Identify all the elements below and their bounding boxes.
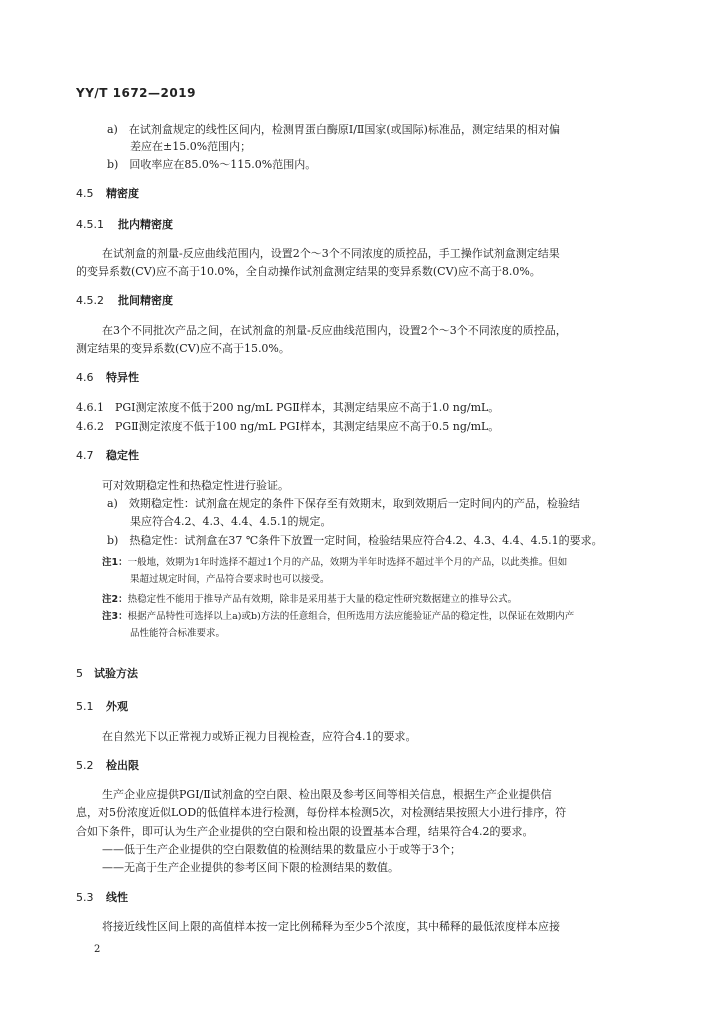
section-title: 稳定性 xyxy=(106,449,139,462)
note-3-line1: 注3：根据产品特性可选择以上a)或b)方法的任意组合，但所选用方法应能验证产品的稳定性，以保证在效期内产 xyxy=(102,611,575,622)
section-number: 5.1 xyxy=(76,700,94,713)
section-number: 4.7 xyxy=(76,449,94,462)
para-4-5-1-line1: 在试剂盒的剂量-反应曲线范围内，设置2个～3个不同浓度的质控品，手工操作试剂盒测定结果 xyxy=(102,247,560,260)
para-4-7-b: b) 热稳定性：试剂盒在37 ℃条件下放置一定时间，检验结果应符合4.2、4.3、4.4、4.5.1的要求。 xyxy=(107,534,603,547)
note-1-line1: 注1：一般地，效期为1年时选择不超过1个月的产品，效期为半年时选择不超过半个月的产品，以此类推。但如 xyxy=(102,557,568,568)
section-4-7-heading xyxy=(76,449,139,463)
para-5-2-dash1: ——低于生产企业提供的空白限数值的检测结果的数量应小于或等于3个； xyxy=(102,843,461,856)
section-5-1-heading xyxy=(76,700,128,714)
para-4-7-a-line2: 果应符合4.2、4.3、4.4、4.5.1的规定。 xyxy=(130,515,332,528)
section-title: 试验方法 xyxy=(94,667,138,680)
note-label: 注3： xyxy=(102,611,128,622)
section-number: 5.3 xyxy=(76,891,94,904)
note-3-line2: 品性能符合标准要求。 xyxy=(130,628,226,639)
section-5-heading xyxy=(76,667,138,681)
clause-4-6-2: 4.6.2 PGⅡ测定浓度不低于100 ng/mL PGⅠ样本，其测定结果应不高于0.5 ng/mL。 xyxy=(76,420,500,433)
section-4-5-2-heading xyxy=(76,294,173,308)
para-5-3-line1: 将接近线性区间上限的高值样本按一定比例稀释为至少5个浓度，其中稀释的最低浓度样本应接 xyxy=(102,920,560,933)
section-title: 批间精密度 xyxy=(118,294,173,307)
section-title: 精密度 xyxy=(106,187,139,200)
para-4-7-intro: 可对效期稳定性和热稳定性进行验证。 xyxy=(102,479,289,492)
section-number: 4.5.1 xyxy=(76,218,104,231)
section-5-3-heading xyxy=(76,891,128,905)
para-5-2-dash2: ——无高于生产企业提供的参考区间下限的检测结果的数值。 xyxy=(102,861,399,874)
document-header: YY/T 1672—2019 xyxy=(76,86,196,100)
section-number: 4.6 xyxy=(76,371,94,384)
page-number: 2 xyxy=(94,944,101,955)
para-4-5-2-line2: 测定结果的变异系数(CV)应不高于15.0%。 xyxy=(76,342,290,355)
note-2-line1: 注2：热稳定性不能用于推导产品有效期，除非是采用基于大量的稳定性研究数据建立的推导公式。 xyxy=(102,594,518,605)
section-4-5-1-heading xyxy=(76,218,173,232)
section-number: 5 xyxy=(76,667,83,680)
note-1-line2: 果超过规定时间，产品符合要求时也可以接受。 xyxy=(130,574,330,585)
para-5-2-line3: 合如下条件，即可认为生产企业提供的空白限和检出限的设置基本合理，结果符合4.2的要求。 xyxy=(76,825,534,838)
section-title: 批内精密度 xyxy=(118,218,173,231)
section-number: 5.2 xyxy=(76,759,94,772)
para-4-7-a-line1: a) 效期稳定性：试剂盒在规定的条件下保存至有效期末，取到效期后一定时间内的产品，检验结 xyxy=(107,497,580,510)
section-number: 4.5 xyxy=(76,187,94,200)
para-5-1: 在自然光下以正常视力或矫正视力目视检查，应符合4.1的要求。 xyxy=(102,730,417,743)
item-b-line: b) 回收率应在85.0%～115.0%范围内。 xyxy=(107,158,317,171)
note-label: 注2： xyxy=(102,594,128,605)
para-4-5-1-line2: 的变异系数(CV)应不高于10.0%，全自动操作试剂盒测定结果的变异系数(CV)应不高于8.0%。 xyxy=(76,265,541,278)
item-a-line2: 差应在±15.0%范围内； xyxy=(130,140,252,153)
section-title: 外观 xyxy=(106,700,128,713)
clause-4-6-1: 4.6.1 PGⅠ测定浓度不低于200 ng/mL PGⅡ样本，其测定结果应不高于1.0 ng/mL。 xyxy=(76,401,500,414)
item-a-line1: a) 在试剂盒规定的线性区间内，检测胃蛋白酶原Ⅰ/Ⅱ国家(或国际)标准品，测定结果的相对偏 xyxy=(107,123,560,136)
section-title: 特异性 xyxy=(106,371,139,384)
para-4-5-2-line1: 在3个不同批次产品之间，在试剂盒的剂量-反应曲线范围内，设置2个～3个不同浓度的质控品， xyxy=(102,324,567,337)
para-5-2-line1: 生产企业应提供PGⅠ/Ⅱ试剂盒的空白限、检出限及参考区间等相关信息，根据生产企业提供信 xyxy=(102,788,552,801)
section-title: 线性 xyxy=(106,891,128,904)
section-5-2-heading xyxy=(76,759,139,773)
section-4-5-heading xyxy=(76,187,139,201)
section-title: 检出限 xyxy=(106,759,139,772)
section-number: 4.5.2 xyxy=(76,294,104,307)
note-label: 注1： xyxy=(102,557,128,568)
section-4-6-heading xyxy=(76,371,139,385)
para-5-2-line2: 息，对5份浓度近似LOD的低值样本进行检测，每份样本检测5次，对检测结果按照大小进行排序，符 xyxy=(76,806,567,819)
